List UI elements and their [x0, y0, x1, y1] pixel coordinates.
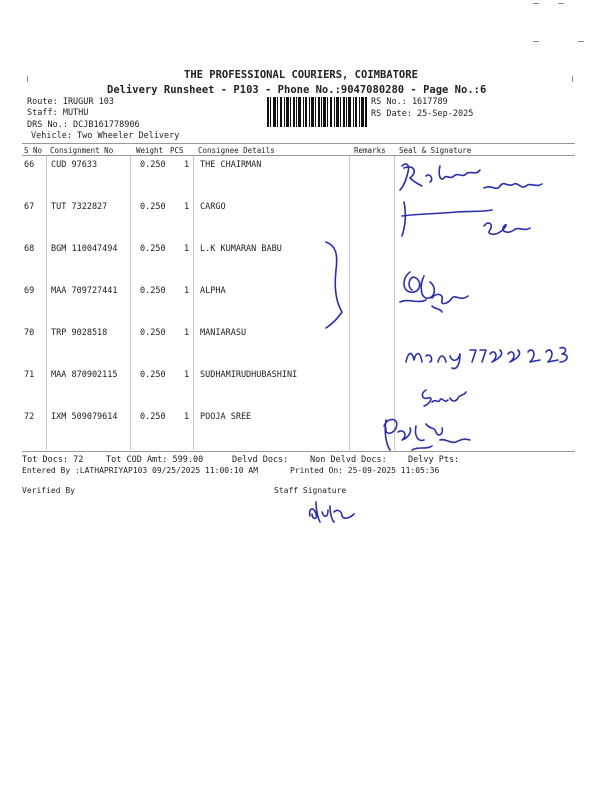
col-seal: Seal & Signature [399, 146, 472, 155]
handwritten-signature [396, 268, 476, 316]
row-weight: 0.250 [140, 202, 166, 212]
row-consignee: L.K KUMARAN BABU [200, 244, 282, 254]
row-sno: 70 [24, 328, 35, 338]
row-consignment: IXM 509079614 [51, 412, 118, 422]
row-weight: 0.250 [140, 286, 166, 296]
row-consignee: THE CHAIRMAN [200, 160, 262, 170]
col-consignment: Consignment No [50, 146, 114, 155]
barcode [267, 97, 367, 127]
row-pcs: 1 [184, 328, 190, 338]
row-weight: 0.250 [140, 370, 166, 380]
column-divider [46, 156, 47, 450]
row-pcs: 1 [184, 370, 190, 380]
col-sno: S No [24, 146, 43, 155]
col-weight: Weight [136, 146, 164, 155]
row-sno: 68 [24, 244, 35, 254]
row-sno: 67 [24, 202, 35, 212]
handwritten-signature [396, 158, 566, 202]
column-divider [130, 156, 131, 450]
scan-mark [578, 41, 584, 42]
printed-on: Printed On: 25-09-2025 11:05:36 [290, 466, 440, 475]
col-pcs: PCS [170, 146, 184, 155]
row-pcs: 1 [184, 202, 190, 212]
staff-signature-label: Staff Signature [274, 486, 347, 495]
rs-date: RS Date: 25-Sep-2025 [371, 109, 474, 119]
footer-rule [22, 451, 575, 452]
drs-label: DRS No.: DCJB161778906 [27, 120, 140, 130]
scan-mark [572, 76, 573, 82]
total-docs: Tot Docs: 72 [22, 455, 84, 465]
route-label: Route: IRUGUR 103 [27, 97, 114, 107]
scan-mark [533, 41, 539, 42]
column-divider [394, 156, 395, 450]
row-consignee: ALPHA [200, 286, 226, 296]
handwritten-signature [418, 382, 478, 412]
row-consignment: MAA 709727441 [51, 286, 118, 296]
row-weight: 0.250 [140, 412, 166, 422]
row-pcs: 1 [184, 412, 190, 422]
header-rule [22, 155, 575, 156]
row-consignment: BGM 110047494 [51, 244, 118, 254]
row-pcs: 1 [184, 244, 190, 254]
row-consignment: TRP 9028518 [51, 328, 108, 338]
vehicle-label: Vehicle: Two Wheeler Delivery [31, 131, 180, 141]
row-pcs: 1 [184, 286, 190, 296]
row-consignee: MANIARASU [200, 328, 247, 338]
scan-mark [27, 76, 28, 82]
staff-signature [306, 498, 366, 524]
row-consignee: POOJA SREE [200, 412, 252, 422]
handwritten-signature [404, 340, 574, 370]
entered-by: Entered By :LATHAPRIYAP103 09/25/2025 11:00:10 AM [22, 466, 259, 475]
scan-mark [558, 3, 564, 4]
rs-number: RS No.: 1617789 [371, 97, 448, 107]
row-sno: 66 [24, 160, 35, 170]
row-sno: 72 [24, 412, 35, 422]
row-weight: 0.250 [140, 244, 166, 254]
col-remarks: Remarks [354, 146, 386, 155]
non-delivered-docs: Non Delvd Docs: [310, 455, 387, 465]
ink-bracket [322, 240, 352, 330]
runsheet-title: Delivery Runsheet - P103 - Phone No.:9047080280 - Page No.:6 [107, 84, 487, 96]
row-consignment: MAA 870902115 [51, 370, 118, 380]
handwritten-signature [378, 410, 478, 454]
staff-label: Staff: MUTHU [27, 108, 89, 118]
row-consignment: TUT 7322827 [51, 202, 108, 212]
row-sno: 69 [24, 286, 35, 296]
scan-mark [533, 3, 539, 4]
row-weight: 0.250 [140, 160, 166, 170]
row-consignee: SUDHAMIRUDHUBASHINI [200, 370, 298, 380]
delivered-docs: Delvd Docs: [232, 455, 289, 465]
row-consignment: CUD 97633 [51, 160, 98, 170]
row-sno: 71 [24, 370, 35, 380]
col-consignee: Consignee Details [198, 146, 275, 155]
company-name: THE PROFESSIONAL COURIERS, COIMBATORE [184, 69, 418, 81]
delivery-points: Delvy Pts: [408, 455, 460, 465]
row-pcs: 1 [184, 160, 190, 170]
row-consignee: CARGO [200, 202, 226, 212]
header-rule [22, 143, 575, 144]
total-cod: Tot COD Amt: 599.00 [106, 455, 204, 465]
row-weight: 0.250 [140, 328, 166, 338]
verified-by: Verified By [22, 486, 75, 495]
column-divider [193, 156, 194, 450]
handwritten-signature [396, 198, 566, 242]
